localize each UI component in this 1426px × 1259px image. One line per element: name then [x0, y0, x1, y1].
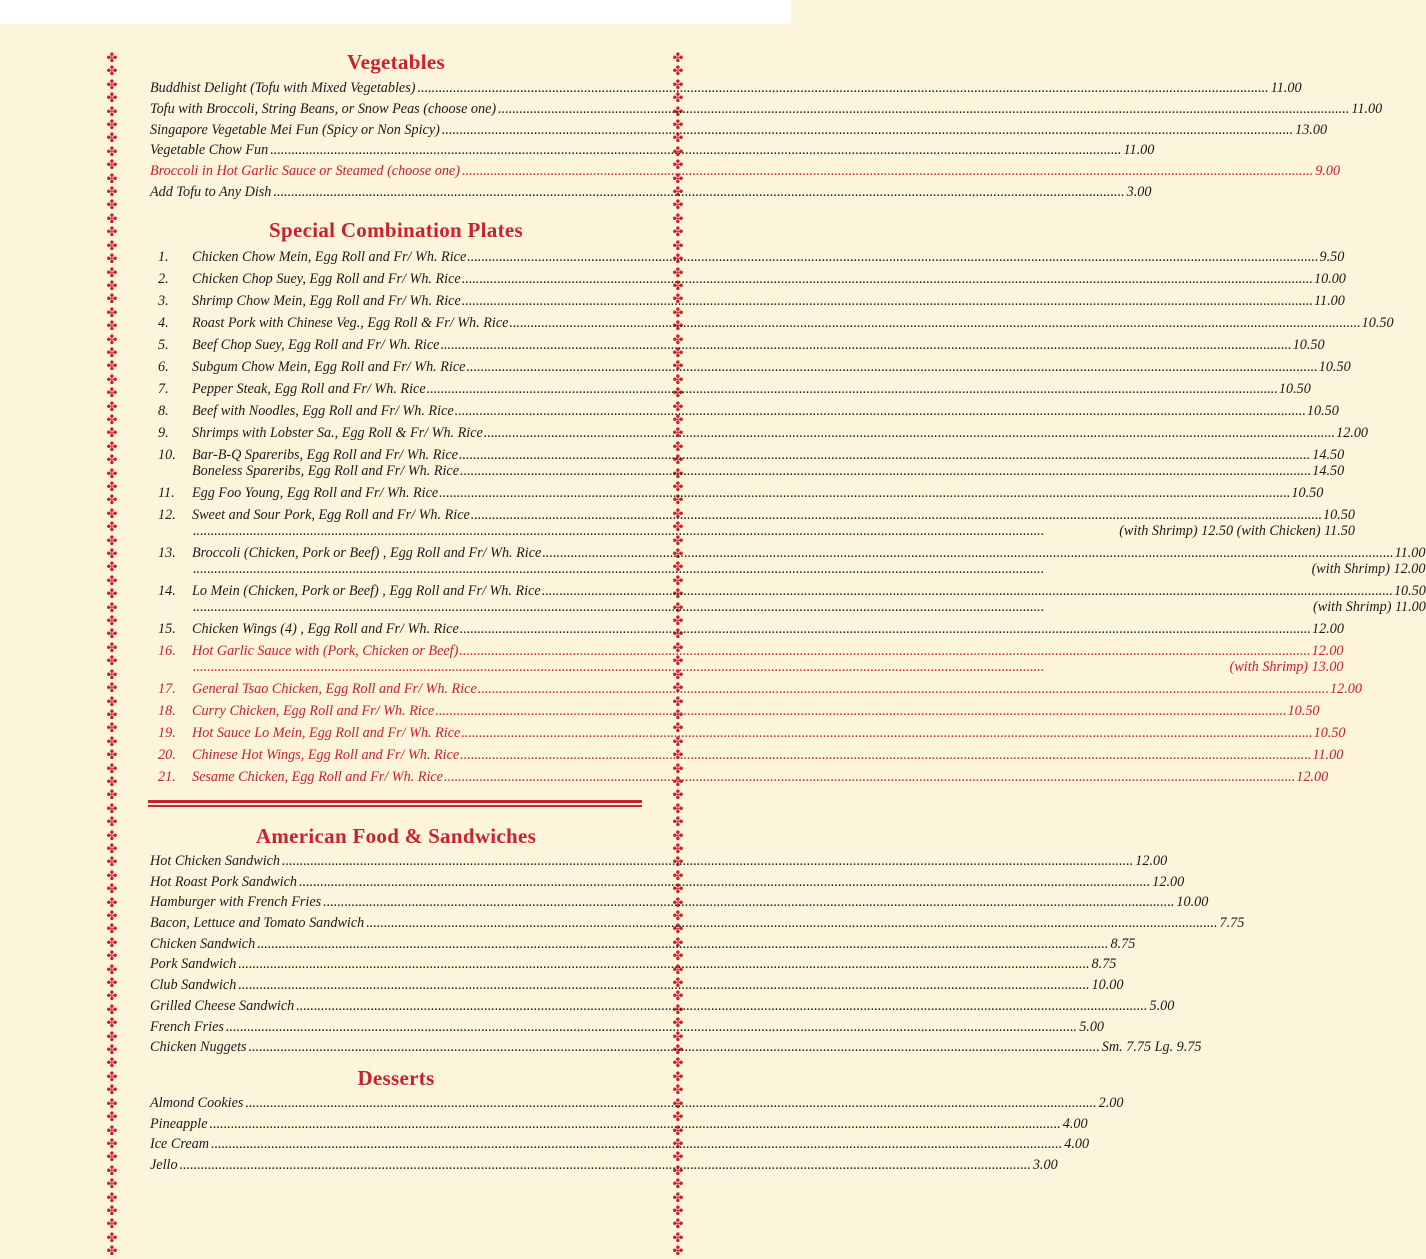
item-price: 14.50: [1312, 462, 1345, 479]
combo-line: [192, 546, 1425, 562]
combo-line: [192, 562, 1425, 578]
item-price: 11.00: [1314, 293, 1345, 309]
item-price: 9.00: [1315, 163, 1341, 180]
leader-dots: [440, 338, 1291, 354]
item-price: 10.50: [1323, 507, 1355, 523]
menu-item: [150, 1157, 1058, 1178]
item-price: (with Shrimp) 13.00: [1229, 658, 1344, 675]
combo-item-body: [192, 294, 1345, 310]
menu-item: [150, 853, 1168, 874]
item-name: Sweet and Sour Pork, Egg Roll and Fr/ Wh. Rice: [192, 507, 470, 523]
item-number: 14.: [158, 583, 176, 599]
item-name: Pepper Steak, Egg Roll and Fr/ Wh. Rice: [192, 381, 426, 397]
vegetables-heading: Vegetables: [347, 50, 445, 74]
item-number: 11.: [158, 485, 175, 501]
item-price: 10.50: [1361, 315, 1394, 331]
combo-line: [192, 250, 1344, 266]
item-price: 12.00: [1135, 853, 1168, 869]
combo-item-body: [192, 426, 1368, 442]
menu-item: [150, 956, 1117, 977]
item-number: 20.: [158, 747, 176, 763]
combo-line: [192, 704, 1320, 720]
leader-dots: [299, 874, 1150, 890]
combo-item: [150, 769, 1329, 786]
item-name: Lo Mein (Chicken, Pork or Beef) , Egg Roll and Fr/ Wh. Rice: [192, 583, 541, 599]
item-price: 10.00: [1313, 271, 1346, 287]
item-price: 2.00: [1098, 1095, 1124, 1111]
combo-line: [192, 464, 1344, 480]
leader-dots: [462, 294, 1313, 310]
item-name: Broccoli in Hot Garlic Sauce or Steamed (choose one): [150, 163, 460, 180]
item-price: 3.00: [1126, 183, 1152, 200]
leader-dots: [211, 1136, 1062, 1152]
combo-item: [150, 271, 1346, 288]
menu-item: [150, 121, 1328, 143]
item-name: Jello: [150, 1157, 178, 1174]
combo-item-body: [192, 682, 1362, 698]
leader-dots: [296, 998, 1147, 1014]
item-number: 17.: [158, 681, 176, 697]
item-price: 10.50: [1287, 703, 1320, 719]
item-number: 3.: [158, 293, 169, 309]
combo-item-body: [192, 704, 1320, 720]
item-name: Buddhist Delight (Tofu with Mixed Vegetables): [150, 80, 416, 96]
item-name: Pineapple: [150, 1115, 208, 1132]
item-price: 11.00: [1270, 80, 1302, 96]
leader-dots: [180, 1157, 1031, 1173]
menu-item: [150, 873, 1185, 895]
combo-item-body: [192, 622, 1344, 638]
menu-item: [150, 80, 1302, 101]
combo-item: [150, 249, 1345, 266]
leader-dots: [210, 1116, 1061, 1132]
leader-dots: [466, 360, 1317, 376]
combo-item: [150, 507, 1355, 539]
leader-dots: [462, 163, 1313, 179]
leader-dots: [459, 644, 1310, 660]
leader-dots: [226, 1019, 1077, 1035]
item-number: 9.: [158, 425, 169, 441]
item-name: Egg Foo Young, Egg Roll and Fr/ Wh. Rice: [192, 485, 439, 501]
leader-dots: [471, 508, 1322, 524]
item-number: 2.: [158, 271, 169, 287]
leader-dots: [366, 915, 1217, 931]
desserts-list: [150, 1095, 1124, 1178]
combo-item-body: [192, 644, 1344, 675]
combo-item-body: [192, 584, 1426, 615]
combo-item: [150, 425, 1369, 442]
combo-line: [192, 404, 1339, 420]
combo-item-body: [192, 448, 1344, 479]
american-heading: American Food & Sandwiches: [255, 824, 537, 848]
menu-item: [150, 183, 1152, 205]
item-name: Chicken Chow Mein, Egg Roll and Fr/ Wh. Rice: [192, 249, 467, 265]
leader-dots: [478, 682, 1329, 698]
item-number: 15.: [158, 621, 176, 637]
combo-item: [150, 381, 1311, 398]
item-name: Curry Chicken, Egg Roll and Fr/ Wh. Rice: [192, 703, 435, 719]
leader-dots: [509, 316, 1360, 332]
item-price: 5.00: [1079, 1018, 1105, 1035]
item-name: Club Sandwich: [150, 977, 237, 994]
combo-item-body: [192, 272, 1346, 288]
combo-item-body: [192, 338, 1325, 354]
menu-item: [150, 1095, 1124, 1116]
item-name: Boneless Spareribs, Egg Roll and Fr/ Wh. Rice: [192, 462, 460, 479]
combo-item: [150, 337, 1325, 354]
item-name: Tofu with Broccoli, String Beans, or Snow Peas (choose one): [150, 100, 497, 117]
item-number: 12.: [158, 507, 176, 523]
section-divider: [148, 800, 642, 807]
leader-dots: [270, 142, 1121, 158]
item-name: Roast Pork with Chinese Veg., Egg Roll & Fr/ Wh. Rice: [192, 315, 509, 331]
leader-dots: [257, 936, 1108, 952]
item-price: 12.00: [1330, 681, 1362, 697]
item-name: Hot Garlic Sauce with (Pork, Chicken or Beef): [192, 643, 459, 659]
combo-line: [192, 426, 1368, 442]
combo-item-body: [192, 404, 1339, 420]
combo-item-body: [192, 726, 1346, 742]
item-name: Chinese Hot Wings, Egg Roll and Fr/ Wh. Rice: [192, 747, 460, 763]
combo-line: [192, 448, 1344, 464]
leader-dots: [249, 1039, 1100, 1055]
item-name: Vegetable Chow Fun: [150, 142, 269, 159]
leader-dots: [460, 622, 1311, 638]
item-name: Pork Sandwich: [150, 956, 237, 973]
leader-dots: [542, 584, 1393, 600]
combo-item: [150, 315, 1394, 332]
item-name: Sesame Chicken, Egg Roll and Fr/ Wh. Rice: [192, 769, 443, 785]
leader-dots: [460, 748, 1311, 764]
item-name: French Fries: [150, 1018, 224, 1035]
item-name: Chicken Wings (4) , Egg Roll and Fr/ Wh. Rice: [192, 621, 459, 637]
combo-item: [150, 621, 1344, 638]
item-price: 8.75: [1091, 956, 1117, 973]
combos-list: [150, 249, 1426, 792]
leader-dots: [245, 1095, 1096, 1111]
combo-item-body: [192, 770, 1328, 786]
leader-dots: [427, 382, 1278, 398]
combo-item-body: [192, 546, 1425, 577]
combo-item-body: [192, 486, 1323, 502]
item-name: Hot Roast Pork Sandwich: [150, 873, 297, 890]
combo-line: [192, 584, 1426, 600]
combo-item-body: [192, 250, 1344, 266]
combo-item: [150, 725, 1346, 742]
leader-dots: [442, 122, 1293, 138]
menu-item: [150, 1018, 1105, 1040]
menu-item: [150, 1039, 1202, 1060]
leader-dots: [462, 272, 1313, 288]
item-price: 10.50: [1318, 359, 1351, 375]
combo-line: [192, 486, 1323, 502]
combo-item: [150, 403, 1339, 420]
leader-dots: [460, 464, 1311, 480]
item-price: (with Shrimp) 12.00: [1311, 560, 1426, 577]
item-price: 12.00: [1152, 873, 1185, 890]
top-bar: [0, 0, 791, 24]
leader-dots: [459, 448, 1311, 464]
item-name: Beef with Noodles, Egg Roll and Fr/ Wh. Rice: [192, 403, 454, 419]
item-name: Shrimp Chow Mein, Egg Roll and Fr/ Wh. Rice: [192, 293, 461, 309]
combo-item: [150, 293, 1345, 310]
menu-item: [150, 915, 1245, 936]
menu-item: [150, 1136, 1090, 1157]
item-name: Grilled Cheese Sandwich: [150, 997, 295, 1014]
left-ornament-border: ✤ ✤ ✤ ✤ ✤ ✤ ✤ ✤ ✤ ✤ ✤ ✤ ✤ ✤ ✤ ✤ ✤ ✤ ✤ ✤ ✤ ✤ ✤ ✤ ✤ ✤ ✤ ✤ ✤ ✤ ✤ ✤ ✤ ✤ ✤ ✤ ✤ ✤ ✤ ✤ ✤ ✤ ✤ ✤ ✤ ✤ ✤ ✤ ✤ ✤ ✤ ✤ ✤ ✤ ✤ ✤ ✤ ✤ ✤ ✤ ✤ ✤ ✤ ✤ ✤ ✤ ✤ ✤ ✤ ✤ ✤ ✤ ✤ ✤ ✤ ✤ ✤ ✤ ✤ ✤ ✤ ✤ ✤ ✤ ✤ ✤ ✤ ✤ ✤ ✤: [106, 51, 118, 1259]
item-price: 4.00: [1064, 1136, 1090, 1153]
combo-line: [192, 644, 1344, 660]
combo-line: [192, 600, 1426, 616]
menu-item: [150, 1115, 1088, 1137]
item-price: 3.00: [1032, 1157, 1058, 1174]
item-name: Bar-B-Q Spareribs, Egg Roll and Fr/ Wh. Rice: [192, 447, 458, 463]
combo-item-body: [192, 316, 1394, 332]
item-price: Sm. 7.75 Lg. 9.75: [1101, 1039, 1202, 1056]
item-price: 10.50: [1306, 403, 1339, 419]
leader-dots: [484, 426, 1335, 442]
american-list: [150, 853, 1245, 1060]
combo-line: [192, 338, 1325, 354]
combo-item: [150, 447, 1345, 479]
combo-item-body: [192, 748, 1343, 764]
leader-dots: [193, 600, 1312, 616]
item-price: 10.50: [1291, 485, 1324, 501]
combo-item: [150, 681, 1362, 698]
leader-dots: [444, 770, 1295, 786]
leader-dots: [498, 101, 1349, 117]
leader-dots: [461, 726, 1312, 742]
combo-line: [192, 748, 1343, 764]
item-price: 10.00: [1176, 894, 1209, 911]
item-price: 10.50: [1393, 583, 1426, 599]
item-number: 10.: [158, 447, 176, 463]
combo-item: [150, 703, 1320, 720]
leader-dots: [323, 894, 1174, 910]
leader-dots: [435, 704, 1286, 720]
item-price: 13.00: [1295, 121, 1328, 138]
item-price: 8.75: [1110, 935, 1136, 952]
item-price: 9.50: [1319, 249, 1345, 265]
item-name: Hot Chicken Sandwich: [150, 853, 281, 869]
menu-item: [150, 977, 1124, 998]
item-name: Add Tofu to Any Dish: [150, 183, 272, 200]
menu-item: [150, 142, 1155, 163]
item-number: 8.: [158, 403, 169, 419]
item-number: 4.: [158, 315, 169, 331]
item-number: 13.: [158, 545, 176, 561]
combo-line: [192, 770, 1328, 786]
combo-line: [192, 726, 1346, 742]
item-name: Ice Cream: [150, 1136, 209, 1153]
item-name: Singapore Vegetable Mei Fun (Spicy or Non Spicy): [150, 121, 440, 138]
item-price: 10.00: [1091, 977, 1124, 994]
combo-item: [150, 545, 1426, 577]
item-name: Subgum Chow Mein, Egg Roll and Fr/ Wh. Rice: [192, 359, 466, 375]
item-price: 10.50: [1313, 725, 1346, 741]
item-number: 21.: [158, 769, 176, 785]
item-price: (with Shrimp) 12.50 (with Chicken) 11.50: [1119, 522, 1355, 539]
menu-item: [150, 100, 1383, 122]
combos-heading: Special Combination Plates: [269, 218, 523, 242]
item-number: 1.: [158, 249, 169, 265]
combo-line: [192, 508, 1355, 524]
combo-line: [192, 272, 1346, 288]
item-price: 10.50: [1278, 381, 1311, 397]
item-name: Chicken Nuggets: [150, 1039, 247, 1056]
item-price: 7.75: [1219, 915, 1245, 932]
leader-dots: [455, 404, 1306, 420]
item-name: Bacon, Lettuce and Tomato Sandwich: [150, 915, 365, 932]
right-ornament-border: ✤ ✤ ✤ ✤ ✤ ✤ ✤ ✤ ✤ ✤ ✤ ✤ ✤ ✤ ✤ ✤ ✤ ✤ ✤ ✤ ✤ ✤ ✤ ✤ ✤ ✤ ✤ ✤ ✤ ✤ ✤ ✤ ✤ ✤ ✤ ✤ ✤ ✤ ✤ ✤ ✤ ✤ ✤ ✤ ✤ ✤ ✤ ✤ ✤ ✤ ✤ ✤ ✤ ✤ ✤ ✤ ✤ ✤ ✤ ✤ ✤ ✤ ✤ ✤ ✤ ✤ ✤ ✤ ✤ ✤ ✤ ✤ ✤ ✤ ✤ ✤ ✤ ✤ ✤ ✤ ✤ ✤ ✤ ✤ ✤ ✤ ✤ ✤ ✤ ✤: [672, 51, 684, 1259]
item-price: 11.00: [1394, 545, 1426, 561]
desserts-heading: Desserts: [357, 1066, 435, 1090]
combo-item-body: [192, 360, 1351, 376]
item-price: 12.00: [1296, 769, 1329, 785]
item-name: Chicken Chop Suey, Egg Roll and Fr/ Wh. Rice: [192, 271, 461, 287]
item-name: Shrimps with Lobster Sa., Egg Roll & Fr/ Wh. Rice: [192, 425, 483, 441]
item-price: 11.00: [1312, 747, 1344, 763]
item-number: 19.: [158, 725, 176, 741]
combo-item: [150, 747, 1344, 764]
item-number: 5.: [158, 337, 169, 353]
item-name: Beef Chop Suey, Egg Roll and Fr/ Wh. Rice: [192, 337, 440, 353]
leader-dots: [193, 562, 1311, 578]
combo-line: [192, 682, 1362, 698]
item-price: 14.50: [1312, 447, 1345, 463]
combo-line: [192, 382, 1311, 398]
menu-item: [150, 894, 1209, 915]
item-price: 12.00: [1311, 643, 1344, 659]
combo-item-body: [192, 382, 1311, 398]
item-price: 12.00: [1312, 621, 1344, 637]
item-number: 16.: [158, 643, 176, 659]
combo-line: [192, 294, 1345, 310]
leader-dots: [238, 977, 1089, 993]
combo-item: [150, 359, 1351, 376]
combo-line: [192, 524, 1355, 540]
item-name: Broccoli (Chicken, Pork or Beef) , Egg Roll and Fr/ Wh. Rice: [192, 545, 542, 561]
combo-item: [150, 485, 1324, 502]
menu-item: [150, 997, 1175, 1019]
leader-dots: [282, 853, 1133, 869]
combo-line: [192, 360, 1351, 376]
item-name: Almond Cookies: [150, 1095, 244, 1111]
leader-dots: [417, 80, 1268, 96]
leader-dots: [193, 660, 1229, 676]
item-name: Hamburger with French Fries: [150, 894, 322, 911]
leader-dots: [439, 486, 1290, 502]
combo-item-body: [192, 508, 1355, 539]
leader-dots: [467, 250, 1318, 266]
item-price: 10.50: [1292, 337, 1325, 353]
item-price: 12.00: [1336, 425, 1369, 441]
item-name: Hot Sauce Lo Mein, Egg Roll and Fr/ Wh. Rice: [192, 725, 461, 741]
leader-dots: [542, 546, 1393, 562]
item-price: (with Shrimp) 11.00: [1313, 598, 1426, 615]
item-number: 6.: [158, 359, 169, 375]
combo-line: [192, 622, 1344, 638]
vegetables-list: [150, 80, 1383, 205]
menu-item: [150, 163, 1341, 184]
leader-dots: [238, 956, 1089, 972]
item-name: General Tsao Chicken, Egg Roll and Fr/ Wh. Rice: [192, 681, 477, 697]
leader-dots: [193, 524, 1118, 540]
leader-dots: [273, 184, 1124, 200]
item-price: 4.00: [1062, 1115, 1088, 1132]
item-price: 11.00: [1123, 142, 1155, 159]
item-number: 18.: [158, 703, 176, 719]
item-price: 5.00: [1149, 997, 1175, 1014]
combo-item: [150, 583, 1426, 615]
item-name: Chicken Sandwich: [150, 935, 256, 952]
combo-item: [150, 643, 1344, 675]
menu-item: [150, 935, 1136, 957]
combo-line: [192, 660, 1344, 676]
combo-line: [192, 316, 1394, 332]
item-price: 11.00: [1351, 100, 1383, 117]
item-number: 7.: [158, 381, 169, 397]
